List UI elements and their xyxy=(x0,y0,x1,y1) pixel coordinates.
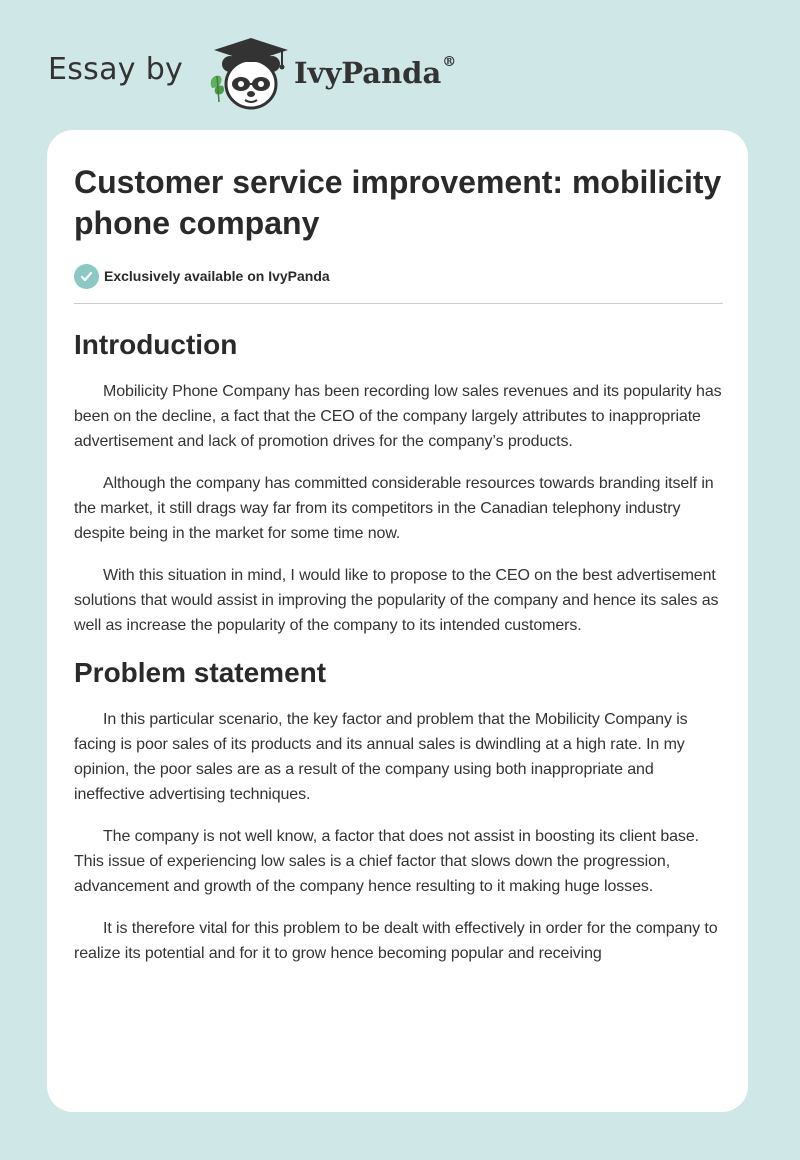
paragraph: The company is not well know, a factor that does not assist in boosting its client base. This issue of experiencing low sales is a chief factor that slows down the progression, advancement and growth of the company hence resulting to it making huge losses. xyxy=(74,828,699,895)
divider xyxy=(74,303,723,304)
panda-logo-icon[interactable] xyxy=(202,36,294,110)
essay-content xyxy=(74,162,724,983)
check-circle-icon xyxy=(74,264,99,289)
exclusive-badge xyxy=(74,263,724,289)
section-heading-problem-statement: Problem statement xyxy=(74,657,327,688)
brand-name[interactable]: IvyPanda® xyxy=(294,54,457,90)
badge-label: Exclusively available on IvyPanda xyxy=(104,268,330,284)
paragraph: In this particular scenario, the key factor and problem that the Mobilicity Company is facing is poor sales of its products and its annual sales is dwindling at a high rate. In my opinion, the poor sales are as a result of the company using both inappropriate and ineffective advertising techniques. xyxy=(74,711,688,803)
site-header xyxy=(48,30,488,110)
paragraph: It is therefore vital for this problem to be dealt with effectively in order for the company to realize its potential and for it to grow hence becoming popular and receiving xyxy=(74,920,718,962)
registered-mark: ® xyxy=(442,54,457,70)
paragraph: With this situation in mind, I would like to propose to the CEO on the best advertisement solutions that would assist in improving the popularity of the company and hence its sales as well as increase the popularity of the company to its intended customers. xyxy=(74,567,719,634)
essay-card xyxy=(47,130,748,1112)
essay-by-label: Essay by xyxy=(48,52,184,87)
paragraph: Mobilicity Phone Company has been recording low sales revenues and its popularity has been on the decline, a fact that the CEO of the company largely attributes to inappropriate advertisement and lack of promotion drives for the company’s products. xyxy=(74,383,722,450)
paragraph: Although the company has committed considerable resources towards branding itself in the market, it still drags way far from its competitors in the Canadian telephony industry despite being in the market for some time now. xyxy=(74,475,714,542)
section-heading-introduction: Introduction xyxy=(74,329,238,360)
essay-title: Customer service improvement: mobilicity phone company xyxy=(74,164,722,241)
